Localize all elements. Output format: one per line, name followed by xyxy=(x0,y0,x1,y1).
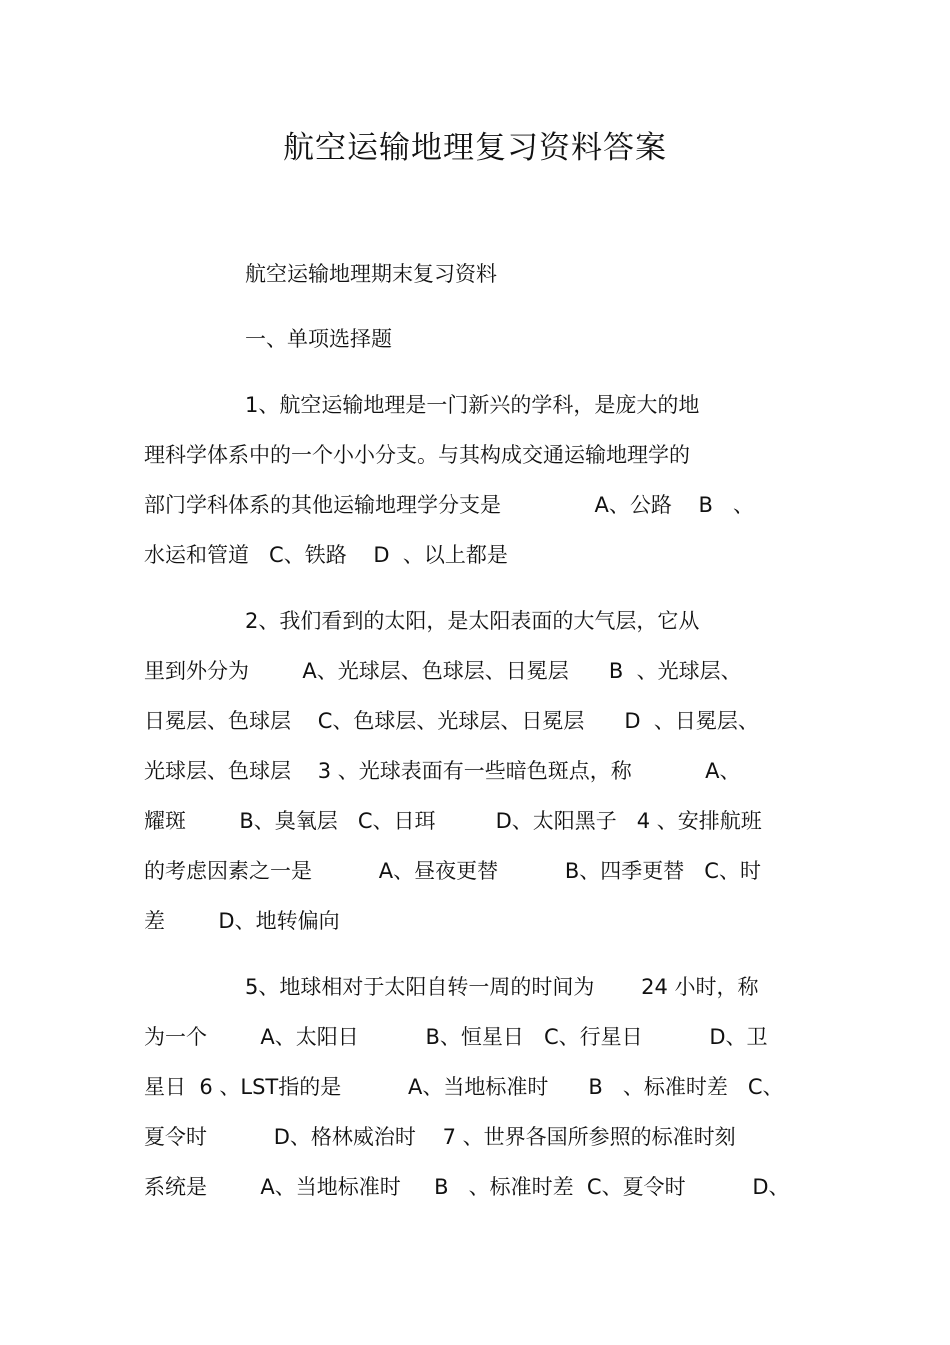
document-title: 航空运输地理复习资料答案 xyxy=(283,130,667,166)
question-7-line-1: 夏令时 D、格林威治时 7 、世界各国所参照的标准时刻 xyxy=(144,1125,736,1149)
document-subtitle: 航空运输地理期末复习资料 xyxy=(245,262,497,286)
question-4-line-3: 差 D、地转偏向 xyxy=(144,909,340,933)
question-1-line-4: 水运和管道 C、铁路 D 、以上都是 xyxy=(144,543,508,567)
question-1-line-3: 部门学科体系的其他运输地理学分支是 A、公路 B 、 xyxy=(144,493,754,517)
question-1-line-2: 理科学体系中的一个小小分支。与其构成交通运输地理学的 xyxy=(144,443,690,467)
question-1-line-1: 1、航空运输地理是一门新兴的学科，是庞大的地 xyxy=(245,393,700,417)
question-2-line-3: 日冕层、色球层 C、色球层、光球层、日冕层 D 、日冕层、 xyxy=(144,709,759,733)
question-2-line-1: 2、我们看到的太阳，是太阳表面的大气层，它从 xyxy=(245,609,700,633)
question-4-line-2: 的考虑因素之一是 A、昼夜更替 B、四季更替 C、时 xyxy=(144,859,761,883)
question-7-line-2: 系统是 A、当地标准时 B 、标准时差 C、夏令时 D、 xyxy=(144,1175,790,1199)
question-5-line-1: 5、地球相对于太阳自转一周的时间为 24 小时，称 xyxy=(245,975,759,999)
question-5-line-2: 为一个 A、太阳日 B、恒星日 C、行星日 D、卫 xyxy=(144,1025,768,1049)
question-6-line-1: 星日 6 、LST指的是 A、当地标准时 B 、标准时差 C、 xyxy=(144,1075,784,1099)
question-2-line-2: 里到外分为 A、光球层、色球层、日冕层 B 、光球层、 xyxy=(144,659,742,683)
question-4-line-1: 耀斑 B、臭氧层 C、日珥 D、太阳黑子 4 、安排航班 xyxy=(144,809,762,833)
section-heading: 一、单项选择题 xyxy=(245,327,392,351)
question-3-line-1: 光球层、色球层 3 、光球表面有一些暗色斑点，称 A、 xyxy=(144,759,741,783)
